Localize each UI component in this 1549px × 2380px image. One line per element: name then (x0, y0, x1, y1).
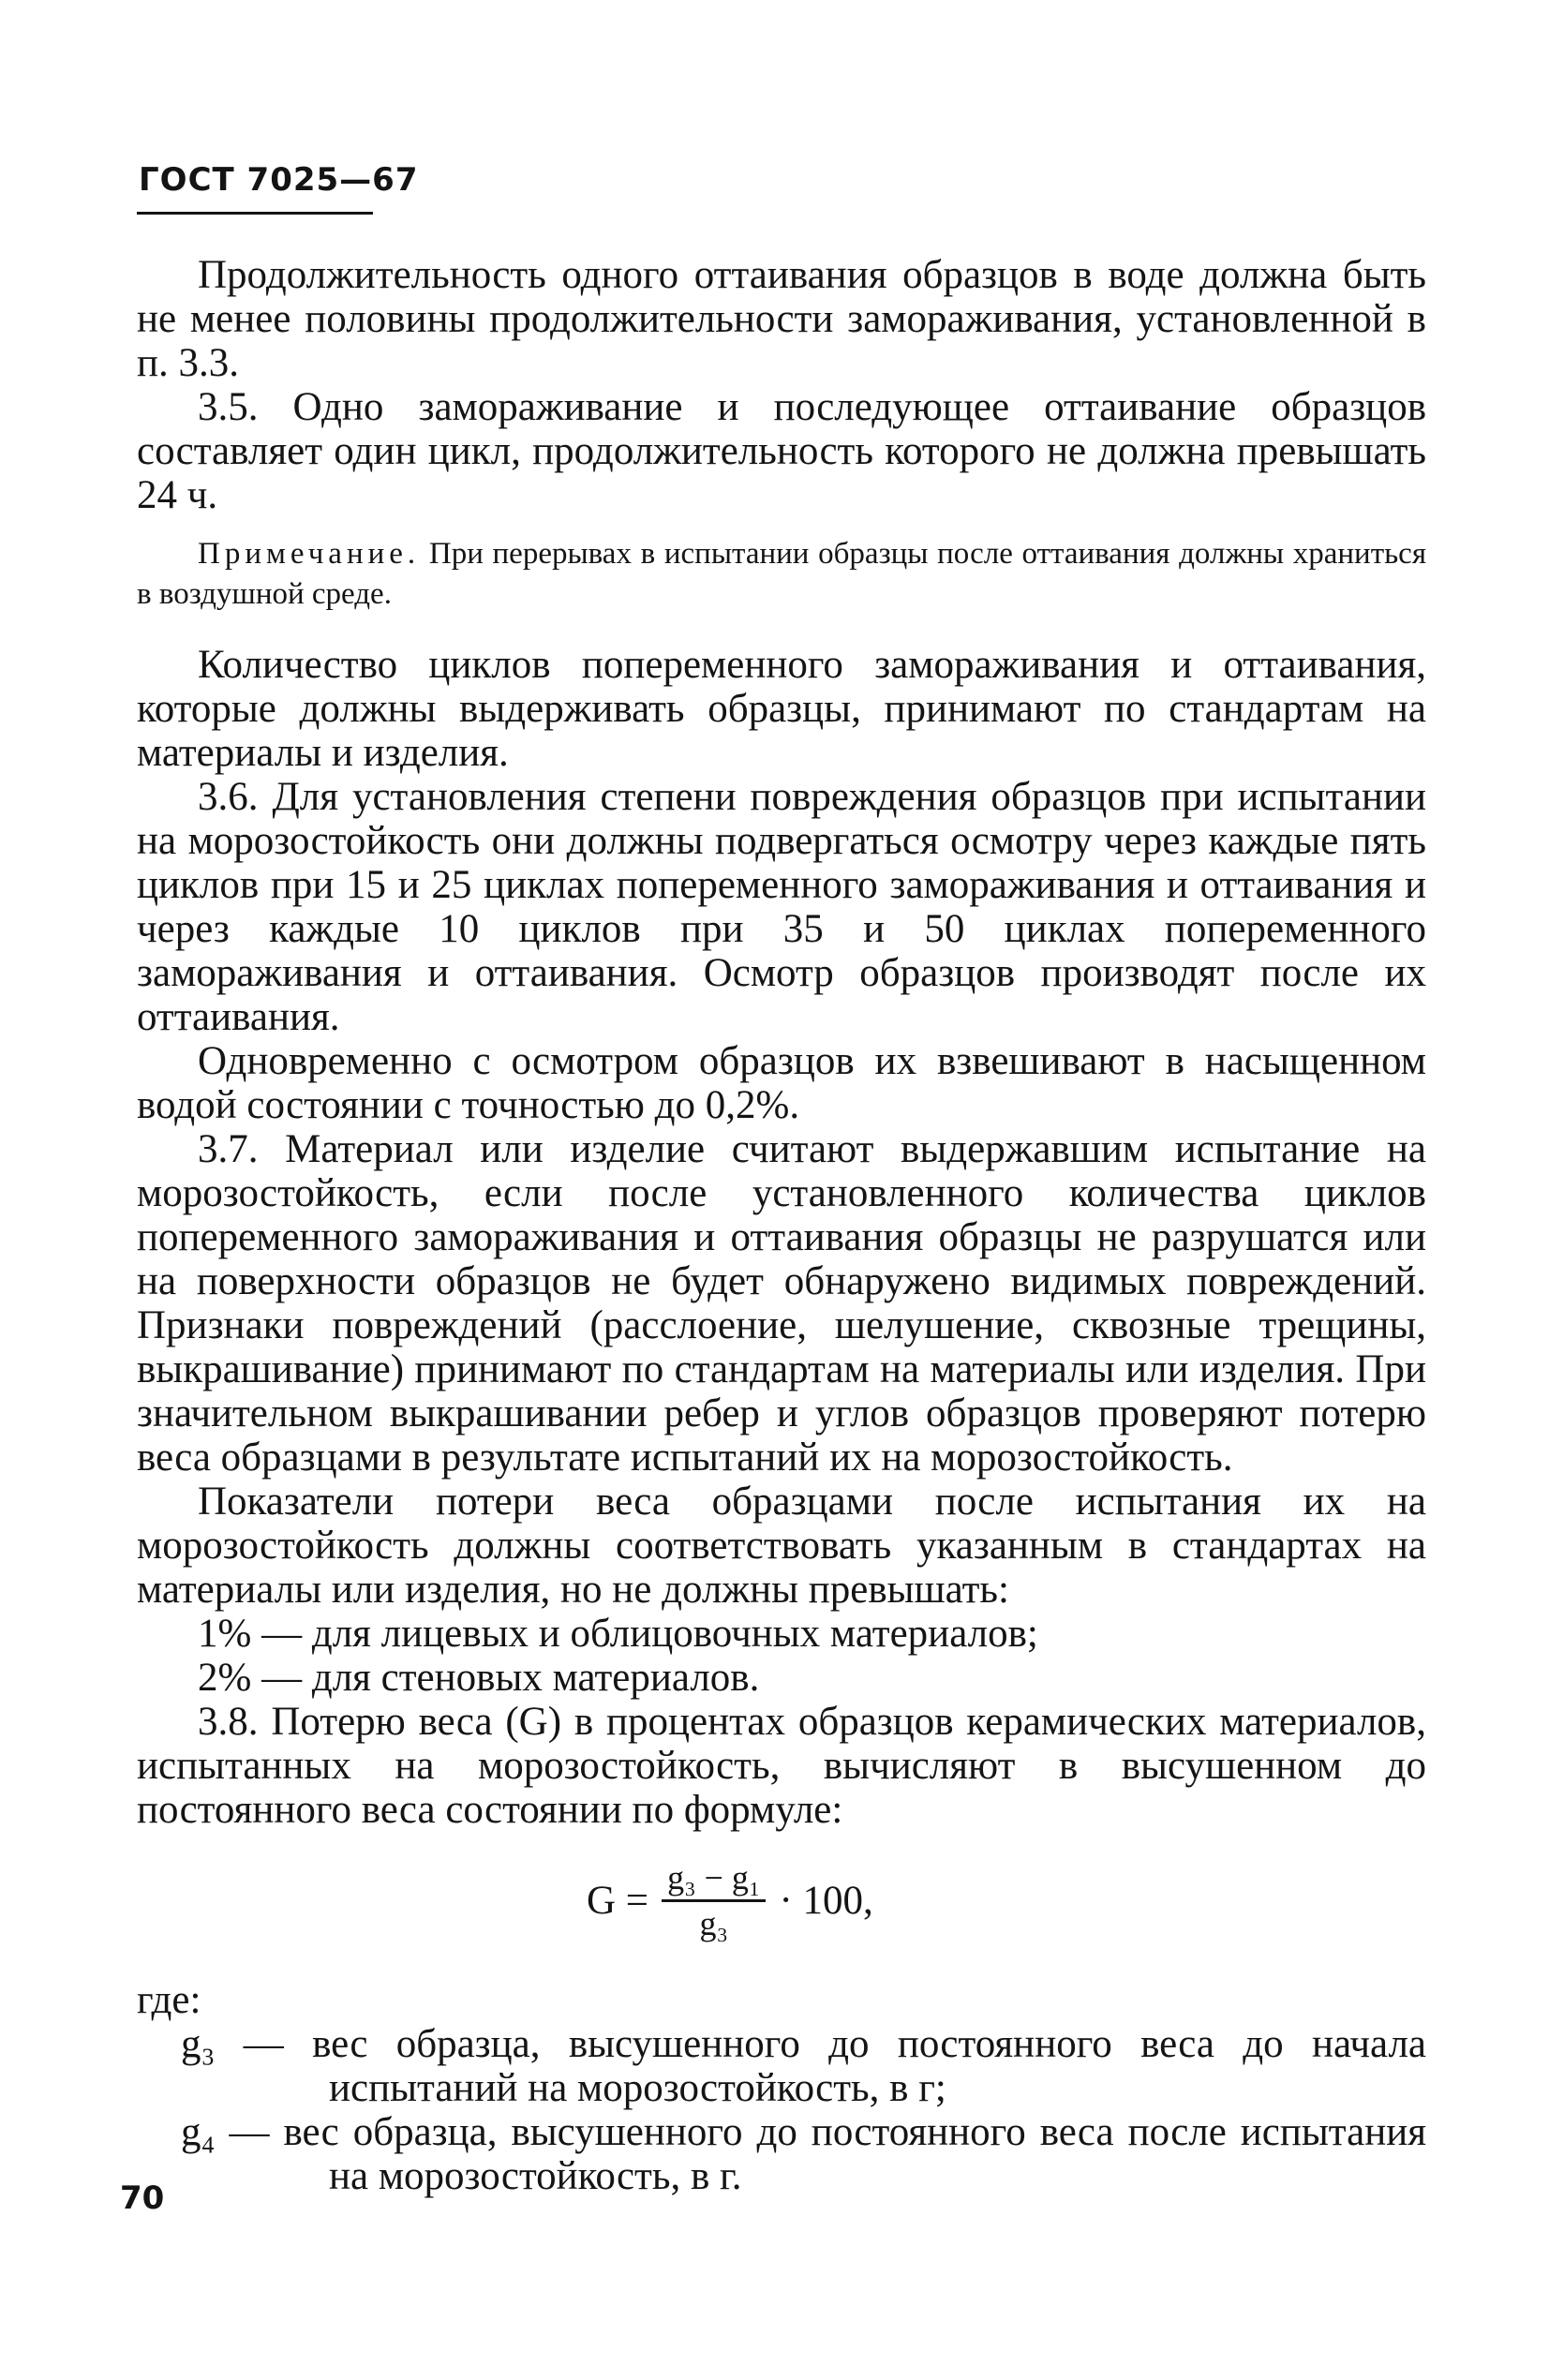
paragraph-weight-loss-limits: Показатели потери веса образцами после испытания их на морозостойкость должны соответствовать указанным в стандартах на материалы или изделия, но не должны превышать: (137, 1480, 1426, 1612)
page-number: 70 (120, 2179, 165, 2217)
formula-fraction (662, 1858, 766, 1943)
where-label: где: (137, 1978, 201, 2022)
note-text: При перерывах в испытании образцы после оттаивания должны храниться в воздушной среде. (137, 537, 1427, 611)
paragraph-weighing: Одновременно с осмотром образцов их взвешивают в насыщенном водой состоянии с точностью до 0,2%. (137, 1039, 1426, 1127)
paragraph-3-7: 3.7. Материал или изделие считают выдержавшим испытание на морозостойкость, если после установленного количества циклов попеременного замораживания и оттаивания образцы не разрушатся или на поверхности образцов не будет обнаружено видимых повреждений. Признаки повреждений (расслоение, шелушение, сквозные трещины, выкрашивание) принимают по стандартам на материалы или изделия. При значительном выкрашивании ребер и углов образцов проверяют потерю веса образцами в результате испытаний их на морозостойкость. (137, 1127, 1426, 1480)
formula-denominator: g₃ (699, 1904, 729, 1942)
limit-facing-materials: 1% — для лицевых и облицовочных материалов; (198, 1612, 1038, 1656)
paragraph-thaw-duration: Продолжительность одного оттаивания образцов в воде должна быть не менее половины продолжительности замораживания, установленной в п. 3.3. (137, 253, 1426, 385)
paragraph-3-8: 3.8. Потерю веса (G) в процентах образцов керамических материалов, испытанных на морозостойкость, вычисляют в высушенном до постоянного веса состоянии по формуле: (137, 1700, 1426, 1832)
note-label: Примечание. (198, 537, 421, 571)
definition-g4: g₄ — вес образца, высушенного до постоянного веса после испытания на морозостойкость, в г. (181, 2110, 1426, 2198)
definition-g3: g₃ — вес образца, высушенного до постоянного веса до начала испытаний на морозостойкость, в г; (181, 2022, 1426, 2110)
document-header: ГОСТ 7025—67 (139, 161, 419, 199)
document-body (137, 253, 1426, 2198)
formula-rhs: · 100, (779, 1878, 873, 1923)
weight-loss-formula (137, 1832, 1426, 1972)
paragraph-cycle-count: Количество циклов попеременного замораживания и оттаивания, которые должны выдерживать образцы, принимают по стандартам на материалы и изделия. (137, 643, 1426, 775)
paragraph-3-5: 3.5. Одно замораживание и последующее оттаивание образцов составляет один цикл, продолжительность которого не должна превышать 24 ч. (137, 385, 1426, 517)
limit-wall-materials: 2% — для стеновых материалов. (198, 1656, 760, 1700)
header-rule (137, 212, 373, 215)
formula-lhs: G = (587, 1878, 649, 1923)
paragraph-3-6: 3.6. Для установления степени повреждения образцов при испытании на морозостойкость они должны подвергаться осмотру через каждые пять циклов при 15 и 25 циклах попеременного замораживания и оттаивания и через каждые 10 циклов при 35 и 50 циклах попеременного замораживания и оттаивания. Осмотр образцов производят после их оттаивания. (137, 775, 1426, 1039)
note (137, 534, 1426, 615)
formula-numerator: g₃ − g₁ (662, 1858, 766, 1902)
